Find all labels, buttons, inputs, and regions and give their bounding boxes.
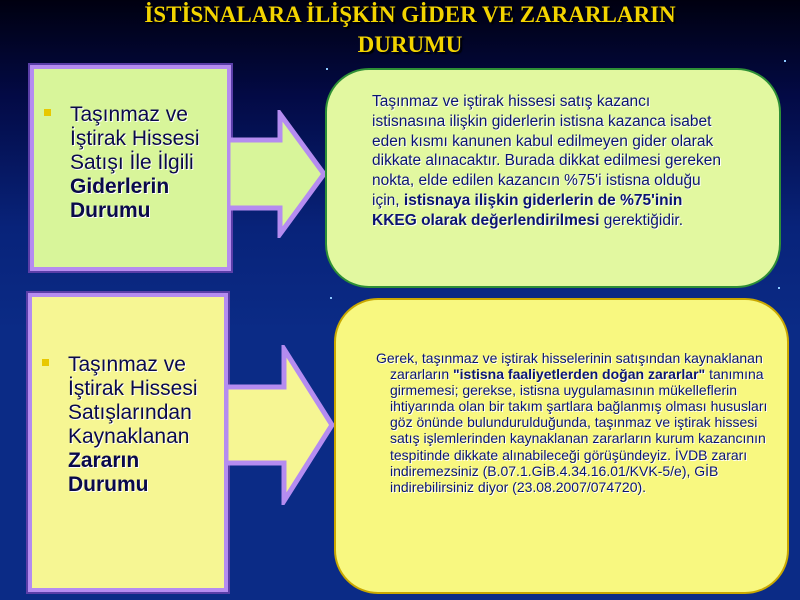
- expenses-explanation-part1: Taşınmaz ve iştirak hissesi satış kazancı istisnasına ilişkin giderlerin istisna kazanca isabet eden kısmı kanunen kabul edilmeyen gider olarak dikkate alınacaktır. Burada dikkat edilmesi gereken nokta, elde edilen kazancın %75'i istisna olduğu için,: [372, 93, 721, 209]
- expenses-explanation-text: [372, 92, 722, 231]
- decor-dot: [778, 287, 780, 289]
- losses-explanation-part2: tanımına girmemesi; gerekse, istisna uygulamasının mükelleflerin ihtiyarında olan bir takım şartlara bağlanmış olması hususları göz önünde bulundurulduğunda, taşınmaz ve iştirak hissesi satış işlemlerinden kaynaklanan zararların kurum kazancının tespitinde dikkate alınabileceği görüşündeyiz. İVDB zararı indiremezsiniz (B.07.1.GİB.4.34.16.01/KVK-5/e), GİB indirebilirsiniz diyor (23.08.2007/074720).: [390, 366, 768, 495]
- expenses-explanation-part2: gerektiğidir.: [603, 211, 683, 229]
- losses-topic-plain: Taşınmaz ve İştirak Hissesi Satışlarından Kaynaklanan: [68, 353, 198, 448]
- losses-topic-box: [28, 293, 228, 592]
- right-arrow-icon: [226, 345, 336, 505]
- losses-explanation-box: [334, 298, 789, 594]
- right-arrow-icon: [228, 110, 328, 238]
- expenses-explanation-bold: istisnaya ilişkin giderlerin de %75'inin KKEG olarak değerlendirilmesi: [372, 191, 683, 229]
- bullet-icon: [42, 359, 49, 366]
- losses-explanation-text: [376, 350, 776, 495]
- losses-topic-bold: Zararın Durumu: [68, 449, 149, 496]
- expenses-topic-text: [70, 103, 219, 223]
- losses-topic-text: [68, 353, 216, 497]
- slide-title: [40, 0, 780, 60]
- decor-dot: [326, 68, 328, 70]
- expenses-explanation-box: [325, 68, 781, 288]
- losses-explanation-part1: Gerek, taşınmaz ve iştirak hisselerinin satışından kaynaklanan zararların: [376, 350, 763, 383]
- title-line-1: İSTİSNALARA İLİŞKİN GİDER VE ZARARLARIN: [144, 2, 676, 27]
- expenses-topic-bold: Giderlerin Durumu: [70, 175, 170, 222]
- decor-dot: [784, 60, 786, 62]
- bullet-icon: [44, 109, 51, 116]
- title-line-2: DURUMU: [357, 32, 463, 57]
- decor-dot: [330, 297, 332, 299]
- expenses-topic-box: [30, 65, 231, 271]
- losses-explanation-bold: "istisna faaliyetlerden doğan zararlar": [453, 366, 706, 383]
- expenses-topic-plain: Taşınmaz ve İştirak Hissesi Satışı İle İlgili: [70, 103, 200, 174]
